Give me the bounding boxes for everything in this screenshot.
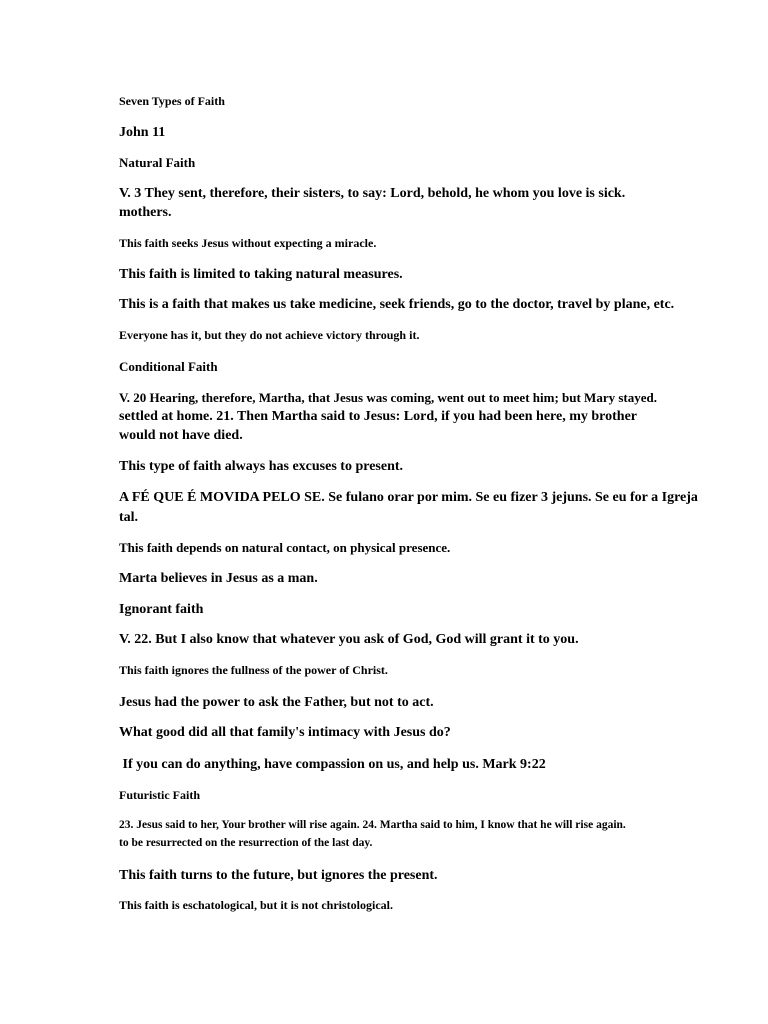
paragraph: This faith is limited to taking natural measures.	[119, 267, 403, 282]
section-heading-ignorant-faith: Ignorant faith	[119, 602, 204, 617]
paragraph: What good did all that family's intimacy with Jesus do?	[119, 725, 451, 740]
verse-line: V. 3 They sent, therefore, their sisters, to say: Lord, behold, he whom you love is sick.	[119, 186, 626, 201]
paragraph: This faith turns to the future, but ignores the present.	[119, 868, 438, 883]
verse-line: settled at home. 21. Then Martha said to Jesus: Lord, if you had been here, my brother	[119, 409, 637, 424]
verse-line: mothers.	[119, 205, 172, 220]
paragraph: Jesus had the power to ask the Father, but not to act.	[119, 695, 434, 710]
paragraph: This faith ignores the fullness of the power of Christ.	[119, 663, 388, 677]
scripture-reference: John 11	[119, 125, 166, 140]
paragraph: This faith depends on natural contact, on physical presence.	[119, 540, 451, 555]
verse-line: to be resurrected on the resurrection of the last day.	[119, 837, 373, 849]
verse-line: V. 20 Hearing, therefore, Martha, that Jesus was coming, went out to meet him; but Mary stayed.	[119, 390, 657, 405]
paragraph: This faith is eschatological, but it is not christological.	[119, 898, 394, 912]
verse-line: V. 22. But I also know that whatever you ask of God, God will grant it to you.	[119, 632, 579, 647]
section-heading-futuristic-faith: Futuristic Faith	[119, 788, 200, 802]
verse-line: 23. Jesus said to her, Your brother will rise again. 24. Martha said to him, I know that he will rise again.	[119, 819, 626, 831]
paragraph: This type of faith always has excuses to present.	[119, 459, 404, 474]
paragraph: Everyone has it, but they do not achieve victory through it.	[119, 328, 420, 342]
paragraph: Marta believes in Jesus as a man.	[119, 571, 318, 586]
section-heading-conditional-faith: Conditional Faith	[119, 359, 218, 374]
document-title: Seven Types of Faith	[119, 94, 225, 108]
paragraph: If you can do anything, have compassion on us, and help us. Mark 9:22	[119, 757, 546, 772]
verse-line: would not have died.	[119, 428, 243, 443]
paragraph: A FÉ QUE É MOVIDA PELO SE. Se fulano orar por mim. Se eu fizer 3 jejuns. Se eu for a Igreja tal.	[119, 490, 698, 525]
section-heading-natural-faith: Natural Faith	[119, 155, 196, 170]
paragraph: This faith seeks Jesus without expecting a miracle.	[119, 236, 377, 250]
paragraph: This is a faith that makes us take medicine, seek friends, go to the doctor, travel by plane, etc.	[119, 297, 675, 312]
